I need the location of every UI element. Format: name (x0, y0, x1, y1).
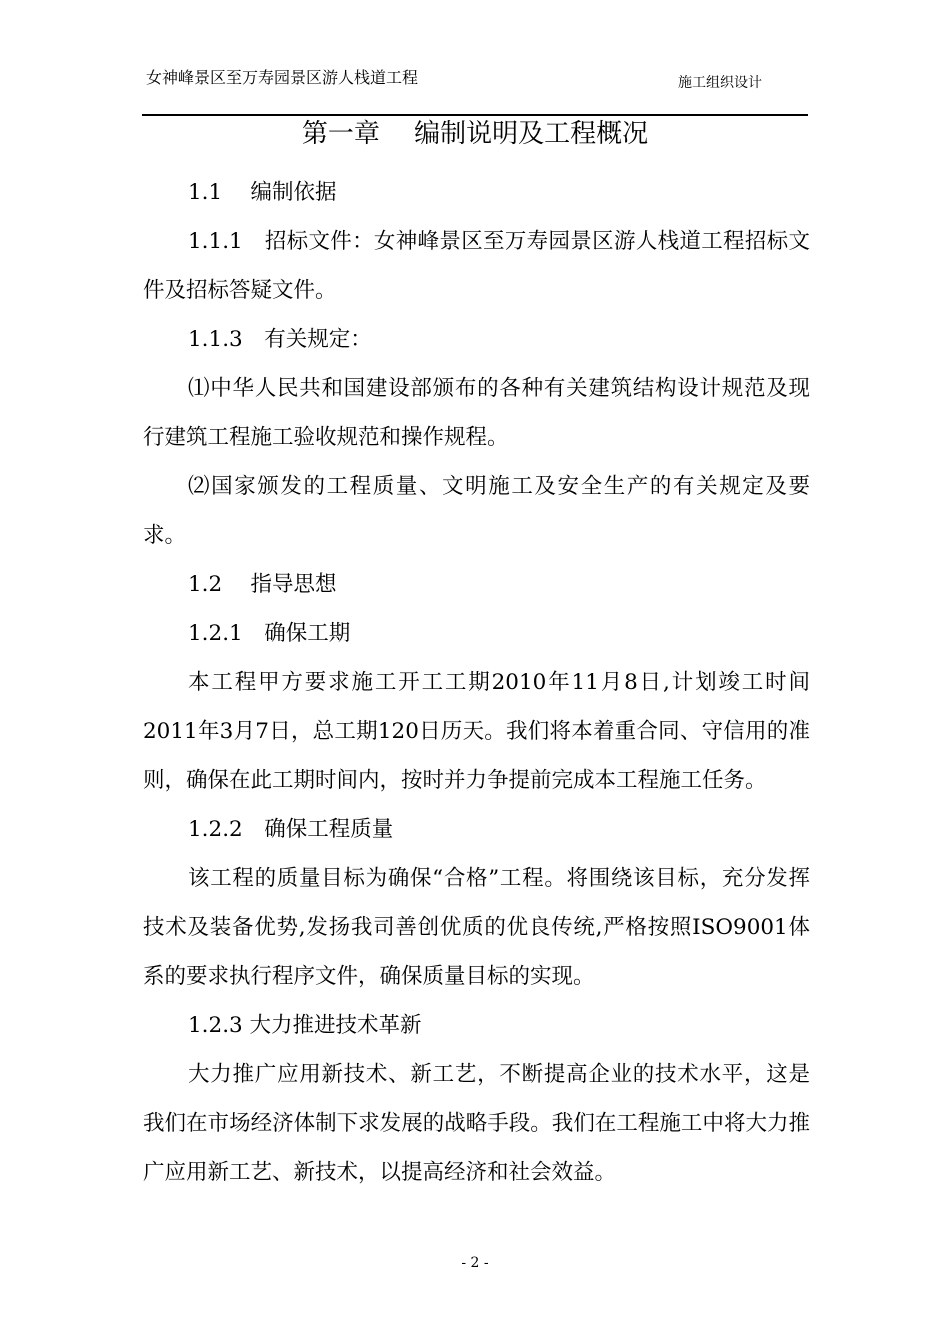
paragraph-quality: 该工程的质量目标为确保“合格”工程。将围绕该目标，充分发挥技术及装备优势,发扬我司善创优质的优良传统,严格按照ISO9001体系的要求执行程序文件，确保质量目标的实现。 (143, 866, 810, 989)
paragraph-innovation: 大力推广应用新技术、新工艺，不断提高企业的技术水平，这是我们在市场经济体制下求发展的战略手段。我们在工程施工中将大力推广应用新工艺、新技术，以提高经济和社会效益。 (143, 1062, 810, 1185)
paragraph-1-1-1: 1.1.1 招标文件：女神峰景区至万寿园景区游人栈道工程招标文件及招标答疑文件。 (143, 229, 810, 303)
section-heading-1-2-2: 1.2.2 确保工程质量 (188, 817, 394, 842)
header-doc-type: 施工组织设计 (678, 75, 762, 91)
section-heading-1-2-1: 1.2.1 确保工期 (188, 621, 351, 646)
page-number: - 2 - (461, 1255, 489, 1271)
paragraph-schedule: 本工程甲方要求施工开工工期2010年11月8日,计划竣工时间2011年3月7日，总工期120日历天。我们将本着重合同、守信用的准则，确保在此工期时间内，按时并力争提前完成本工程施工任务。 (143, 670, 810, 793)
section-heading-1-1-3: 1.1.3 有关规定： (188, 327, 372, 352)
section-heading-1-2: 1.2 指导思想 (188, 572, 337, 597)
paragraph-item-1: ⑴中华人民共和国建设部颁布的各种有关建筑结构设计规范及现行建筑工程施工验收规范和操作规程。 (143, 376, 810, 450)
section-heading-1-1: 1.1 编制依据 (188, 180, 337, 205)
chapter-title: 第一章 编制说明及工程概况 (301, 119, 649, 149)
document-body (143, 168, 810, 1197)
paragraph-item-2: ⑵国家颁发的工程质量、文明施工及安全生产的有关规定及要求。 (143, 474, 810, 548)
header-project-title: 女神峰景区至万寿园景区游人栈道工程 (146, 68, 419, 87)
section-heading-1-2-3: 1.2.3 大力推进技术革新 (188, 1013, 422, 1038)
